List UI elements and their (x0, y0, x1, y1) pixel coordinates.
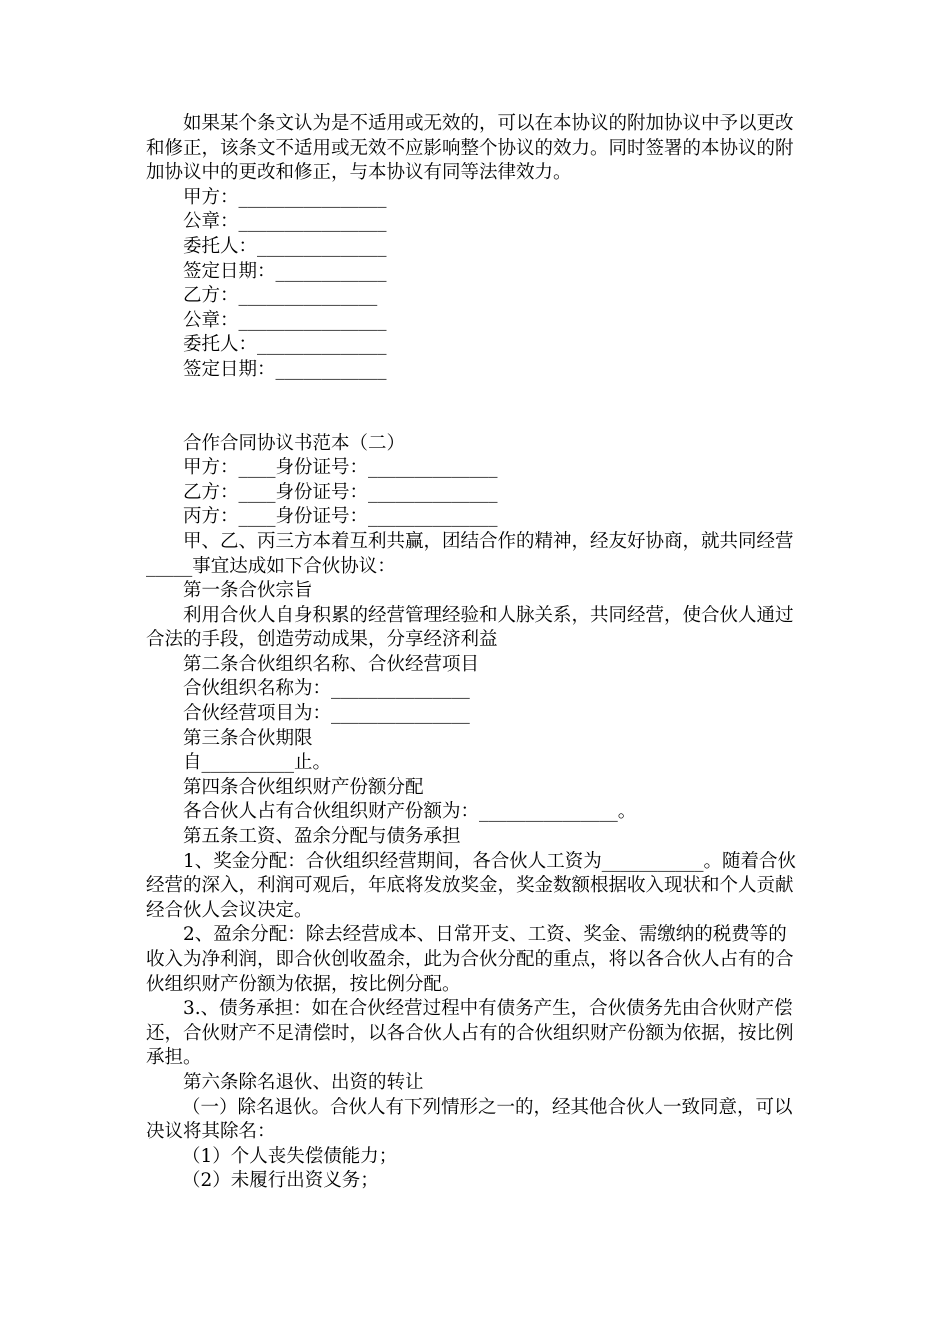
agent-line: 委托人：______________ (183, 235, 387, 257)
clause-line: 加协议中的更改和修正，与本协议有同等法律效力。 (146, 162, 572, 184)
article-title: 第二条合伙组织名称、合伙经营项目 (183, 653, 480, 675)
article-field-line: 自__________止。 (183, 752, 332, 774)
article-body-line: 经营的深入，利润可观后，年底将发放奖金，奖金数额根据收入现状和个人贡献 (146, 875, 794, 897)
article-title: 第一条合伙宗旨 (183, 580, 313, 602)
agent-line: 委托人：______________ (183, 334, 387, 356)
article-title: 第三条合伙期限 (183, 727, 313, 749)
article-body-line: 经合伙人会议决定。 (146, 899, 313, 921)
article-body-line: 还，合伙财产不足清偿时，以各合伙人占有的合伙组织财产份额为依据，按比例 (146, 1022, 794, 1044)
document-page (146, 112, 810, 1194)
article-title: 第四条合伙组织财产份额分配 (183, 776, 424, 798)
seal-line: 公章：________________ (183, 211, 387, 233)
seal-line: 公章：________________ (183, 309, 387, 331)
article-body-line: 合法的手段，创造劳动成果，分享经济利益 (146, 629, 498, 651)
article-body-line: 收入为净利润，即合伙创收盈余，此为合伙分配的重点，将以各合伙人占有的合 (146, 949, 794, 970)
party-b-line: 乙方：_______________ (183, 285, 378, 307)
section-spacer (146, 383, 810, 432)
article-body-line: 1、奖金分配：合伙组织经营期间，各合伙人工资为___________。随着合伙 (183, 850, 797, 872)
party-line: 丙方：____身份证号：______________ (183, 506, 498, 528)
article-title: 第五条工资、盈余分配与债务承担 (183, 826, 461, 848)
article-field-line: 合伙经营项目为：_______________ (183, 703, 470, 725)
article-body-line: 承担。 (146, 1047, 202, 1069)
article-body-line: 决议将其除名： (146, 1121, 276, 1143)
intro-line: _____事宜达成如下合伙协议： (146, 555, 396, 577)
article-field-line: 各合伙人占有合伙组织财产份额为：_______________。 (183, 801, 637, 823)
clause-line: 如果某个条文认为是不适用或无效的，可以在本协议的附加协议中予以更改 (183, 113, 794, 134)
article-field-line: 合伙组织名称为：_______________ (183, 678, 470, 700)
section-title: 合作合同协议书范本（二） (183, 432, 406, 454)
article-body-line: （一）除名退伙。合伙人有下列情形之一的，经其他合伙人一致同意，可以 (182, 1096, 793, 1118)
article-list-item: （1）个人丧失偿债能力； (182, 1145, 398, 1167)
sign-date-line: 签定日期：____________ (183, 358, 387, 380)
article-body-line: 利用合伙人自身积累的经营管理经验和人脉关系，共同经营，使合伙人通过 (183, 604, 794, 626)
sign-date-line: 签定日期：____________ (183, 260, 387, 282)
article-body-line: 2、盈余分配：除去经营成本、日常开支、工资、奖金、需缴纳的税费等的 (183, 924, 787, 946)
article-list-item: （2）未履行出资义务； (182, 1170, 379, 1192)
article-title: 第六条除名退伙、出资的转让 (183, 1071, 424, 1093)
intro-line: 甲、乙、丙三方本着互利共赢，团结合作的精神，经友好协商，就共同经营 (183, 530, 794, 552)
party-a-line: 甲方：________________ (183, 186, 387, 208)
clause-line: 和修正，该条文不适用或无效不应影响整个协议的效力。同时签署的本协议的附 (146, 137, 794, 159)
party-line: 甲方：____身份证号：______________ (183, 457, 498, 479)
article-body-line: 伙组织财产份额为依据，按比例分配。 (146, 973, 461, 995)
article-body-line: 3.、债务承担：如在合伙经营过程中有债务产生，合伙债务先由合伙财产偿 (183, 998, 793, 1020)
party-line: 乙方：____身份证号：______________ (183, 481, 498, 503)
